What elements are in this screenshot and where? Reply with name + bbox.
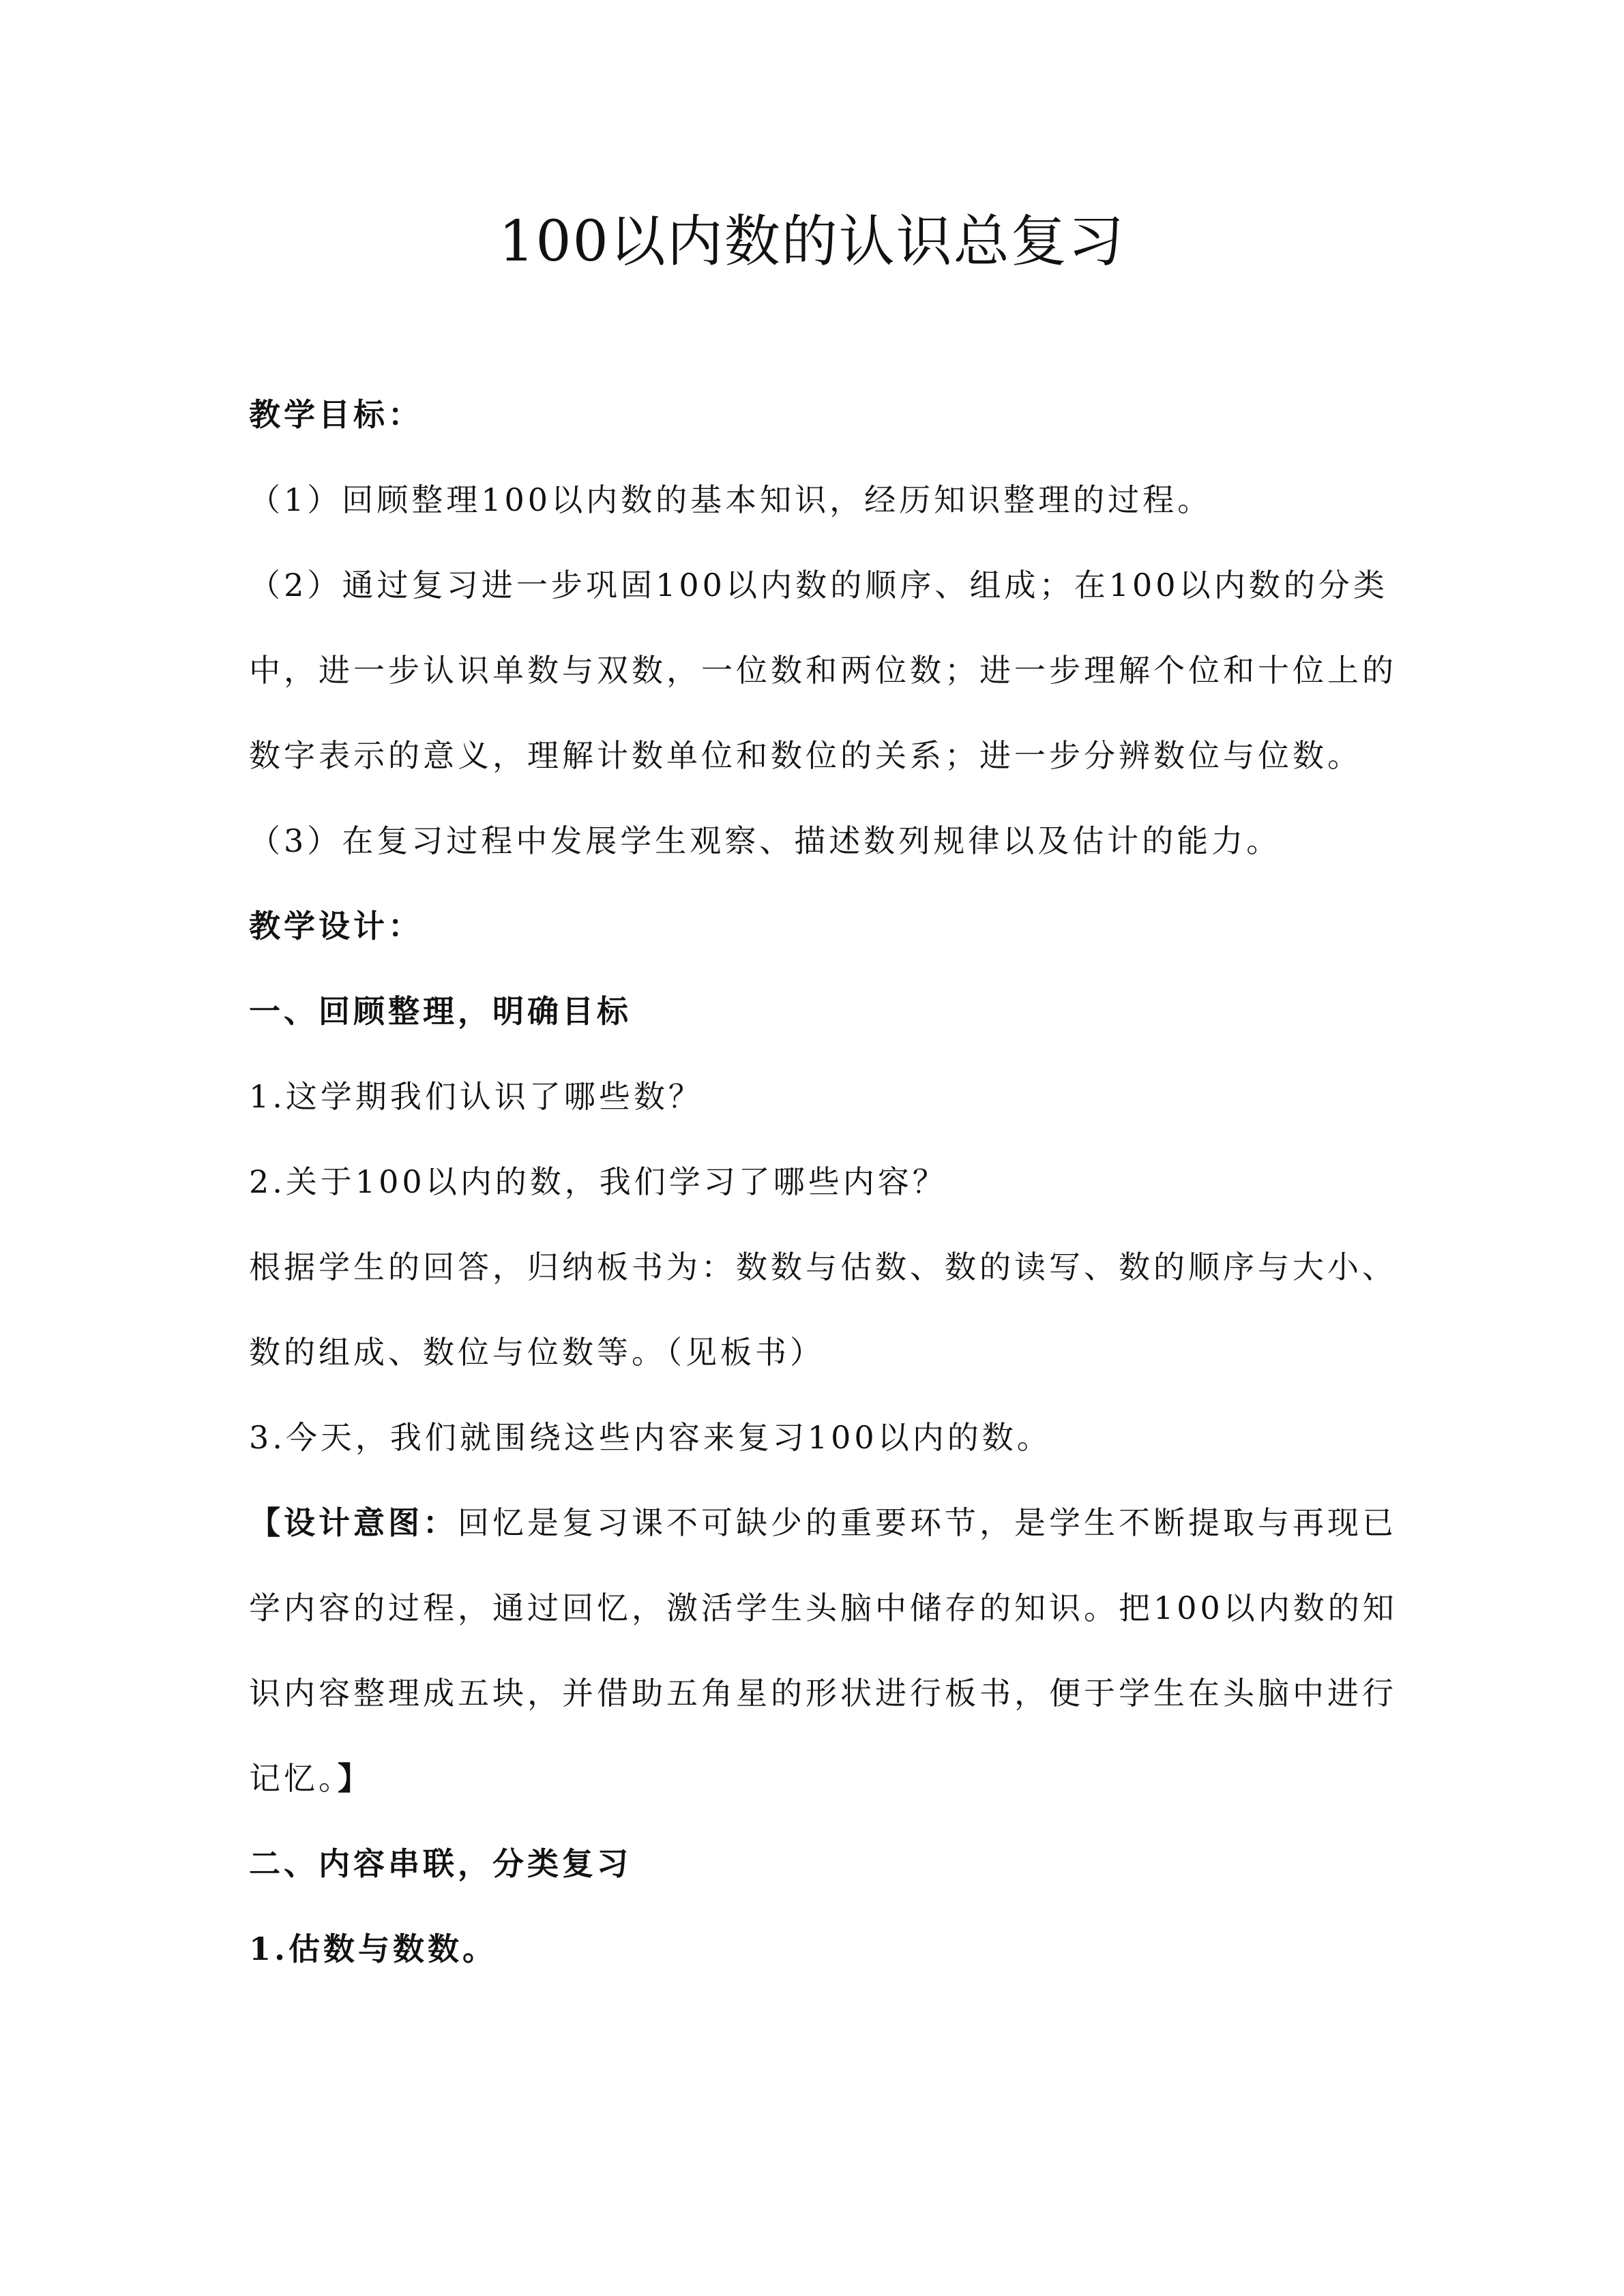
design-intent-close-bracket: 】: [338, 1760, 372, 1797]
subsection-1-heading: 1.估数与数数。: [249, 1930, 498, 1967]
design-intent-line-1: [249, 1502, 1397, 1543]
goal-2-text-line-3: 数字表示的意义，理解计数单位和数位的关系；进一步分辨数位与位数。: [249, 737, 1362, 774]
design-intent-end-text: 记忆。: [249, 1760, 338, 1797]
question-1-text: 1.这学期我们认识了哪些数？: [249, 1078, 703, 1115]
goal-3-text: （3）在复习过程中发展学生观察、描述数列规律以及估计的能力。: [249, 822, 1282, 859]
board-summary-line-1: 根据学生的回答，归纳板书为：数数与估数、数的读写、数的顺序与大小、: [249, 1249, 1397, 1285]
design-intent-label: 【设计意图：: [249, 1504, 458, 1541]
design-intent-line-3: 识内容整理成五块，并借助五角星的形状进行板书，便于学生在头脑中进行: [249, 1675, 1397, 1712]
design-intent-line-2: 学内容的过程，通过回忆，激活学生头脑中储存的知识。把100以内数的知: [249, 1590, 1398, 1626]
goal-2-text-line-2: 中，进一步认识单数与双数，一位数和两位数；进一步理解个位和十位上的: [249, 652, 1397, 689]
section-1-heading: 一、回顾整理，明确目标: [249, 993, 632, 1030]
document-title: 100以内数的认识总复习: [499, 209, 1125, 274]
heading-teaching-goals: 教学目标：: [249, 396, 423, 433]
heading-teaching-design: 教学设计：: [249, 908, 423, 944]
goal-2-text-line-1: （2）通过复习进一步巩固100以内数的顺序、组成；在100以内数的分类: [249, 567, 1388, 603]
design-intent-text: 回忆是复习课不可缺少的重要环节，是学生不断提取与再现已: [458, 1504, 1397, 1541]
goal-1-text: （1）回顾整理100以内数的基本知识，经历知识整理的过程。: [249, 481, 1213, 518]
question-2-text: 2.关于100以内的数，我们学习了哪些内容？: [249, 1163, 947, 1200]
design-intent-line-4: [249, 1758, 1388, 1799]
board-summary-line-2: 数的组成、数位与位数等。（见板书）: [249, 1334, 825, 1371]
section-2-heading: 二、内容串联，分类复习: [249, 1845, 632, 1882]
question-3-text: 3.今天，我们就围绕这些内容来复习100以内的数。: [249, 1419, 1052, 1456]
